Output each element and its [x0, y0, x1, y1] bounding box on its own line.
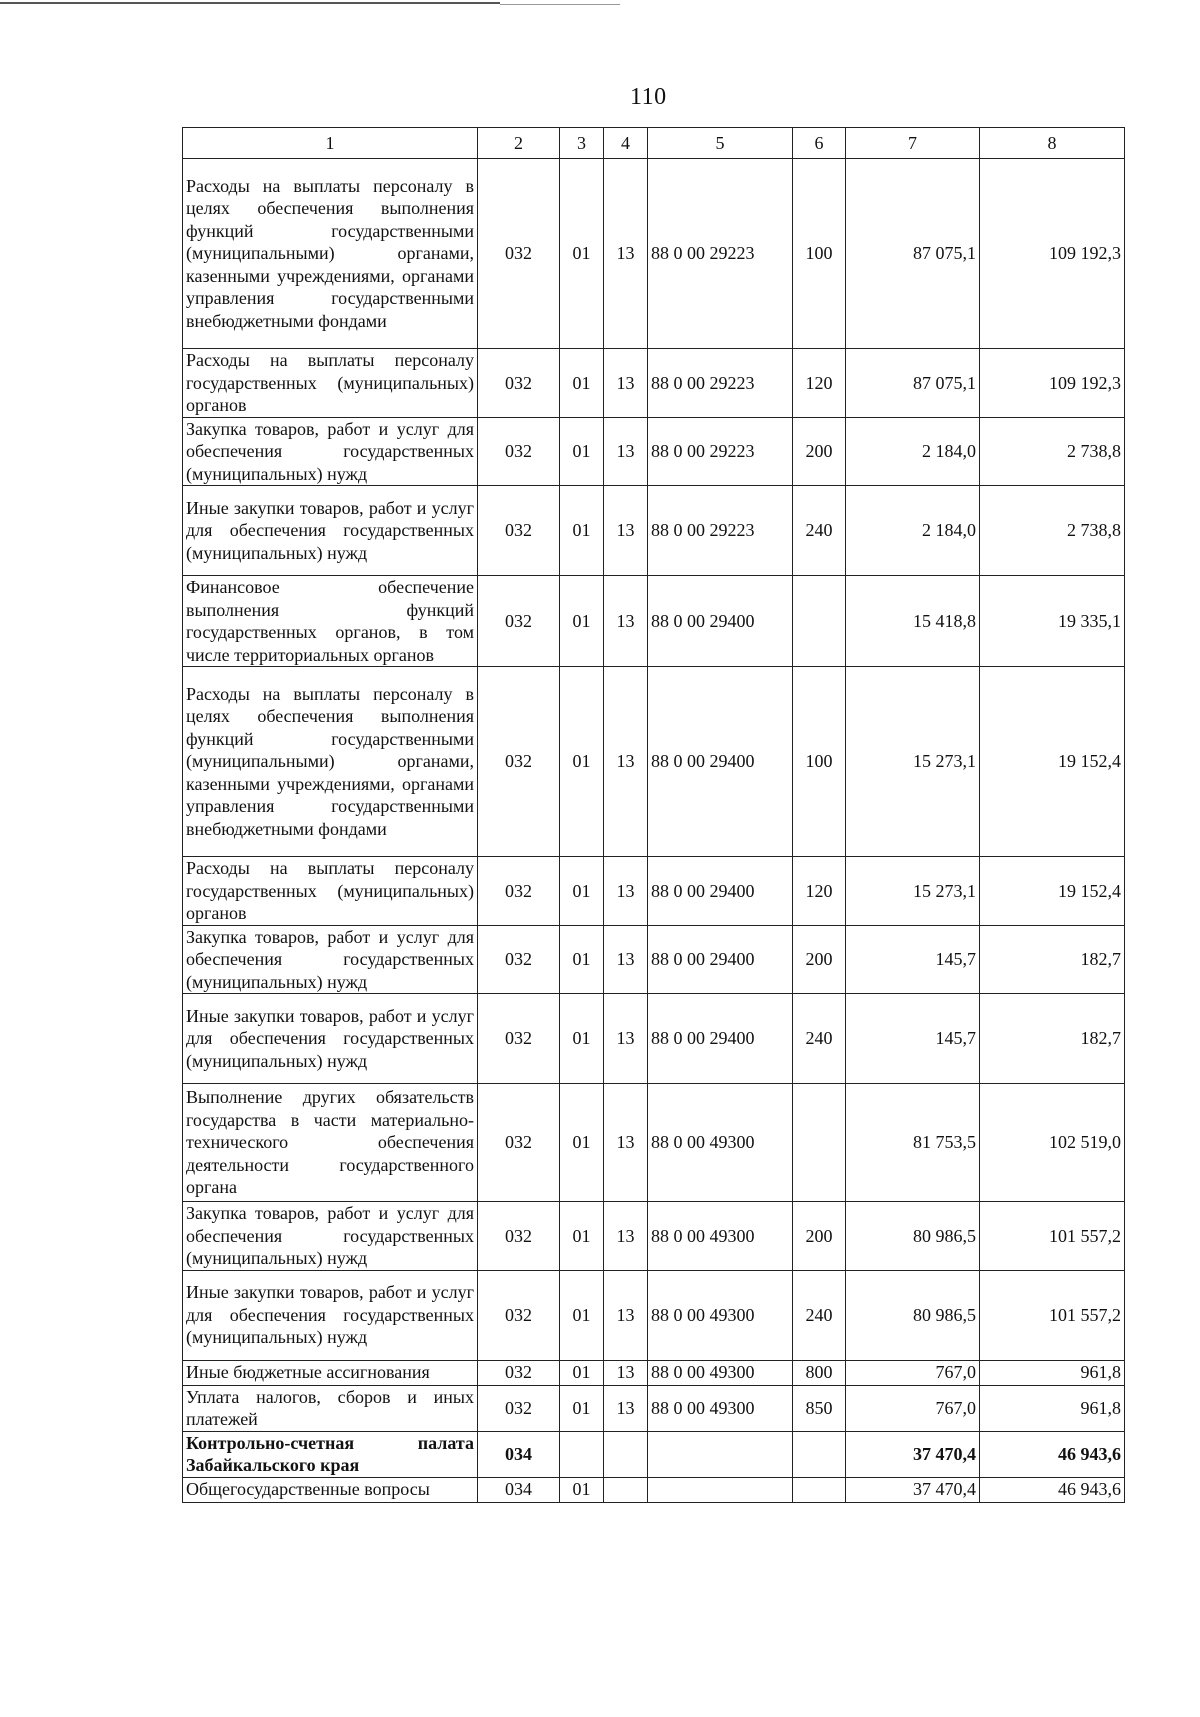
cell-amount-year-2: 2 738,8 — [980, 417, 1125, 486]
cell-amount-year-1: 37 470,4 — [846, 1431, 980, 1477]
column-header: 3 — [560, 128, 604, 159]
row-description: Иные закупки товаров, работ и услуг для обеспечения государственных (муниципальных) нужд — [183, 1270, 478, 1360]
cell-ministry-code: 032 — [478, 994, 560, 1084]
cell-ministry-code: 032 — [478, 486, 560, 576]
row-description: Расходы на выплаты персоналу государственных (муниципальных) органов — [183, 857, 478, 926]
column-header: 5 — [648, 128, 793, 159]
cell-expense-type — [793, 576, 846, 667]
cell-amount-year-2: 961,8 — [980, 1385, 1125, 1431]
cell-expense-type: 200 — [793, 417, 846, 486]
cell-expense-type: 200 — [793, 925, 846, 994]
cell-expense-type: 120 — [793, 349, 846, 418]
cell-section: 01 — [560, 925, 604, 994]
row-description: Закупка товаров, работ и услуг для обеспечения государственных (муниципальных) нужд — [183, 1202, 478, 1271]
cell-subsection: 13 — [604, 1270, 648, 1360]
cell-expense-type — [793, 1084, 846, 1202]
cell-expense-type: 240 — [793, 1270, 846, 1360]
row-description: Расходы на выплаты персоналу государственных (муниципальных) органов — [183, 349, 478, 418]
table-row — [183, 1385, 1125, 1431]
cell-ministry-code: 032 — [478, 349, 560, 418]
cell-target-article: 88 0 00 29400 — [648, 576, 793, 667]
cell-target-article: 88 0 00 49300 — [648, 1084, 793, 1202]
cell-amount-year-2: 46 943,6 — [980, 1477, 1125, 1502]
cell-subsection: 13 — [604, 925, 648, 994]
cell-target-article: 88 0 00 29223 — [648, 349, 793, 418]
cell-expense-type: 800 — [793, 1360, 846, 1385]
table-row — [183, 667, 1125, 857]
cell-target-article: 88 0 00 29400 — [648, 667, 793, 857]
cell-subsection: 13 — [604, 994, 648, 1084]
table-row — [183, 576, 1125, 667]
cell-amount-year-2: 19 152,4 — [980, 667, 1125, 857]
cell-amount-year-2: 961,8 — [980, 1360, 1125, 1385]
cell-target-article: 88 0 00 29223 — [648, 486, 793, 576]
cell-amount-year-1: 87 075,1 — [846, 159, 980, 349]
cell-section: 01 — [560, 349, 604, 418]
row-description: Расходы на выплаты персоналу в целях обеспечения выполнения функций государственными (муниципальными) органами, казенными учреждениями, органами управления государственными внебюджетными фондами — [183, 159, 478, 349]
cell-subsection: 13 — [604, 1202, 648, 1271]
cell-target-article: 88 0 00 29223 — [648, 159, 793, 349]
table-row — [183, 1202, 1125, 1271]
cell-amount-year-1: 80 986,5 — [846, 1202, 980, 1271]
cell-amount-year-2: 109 192,3 — [980, 349, 1125, 418]
cell-section: 01 — [560, 994, 604, 1084]
scan-artifact-line — [500, 4, 620, 5]
cell-expense-type: 240 — [793, 486, 846, 576]
cell-section: 01 — [560, 486, 604, 576]
cell-section: 01 — [560, 417, 604, 486]
table-row — [183, 1477, 1125, 1502]
cell-amount-year-1: 87 075,1 — [846, 349, 980, 418]
cell-subsection: 13 — [604, 857, 648, 926]
cell-expense-type: 200 — [793, 1202, 846, 1271]
cell-ministry-code: 032 — [478, 1270, 560, 1360]
cell-subsection: 13 — [604, 486, 648, 576]
cell-target-article — [648, 1431, 793, 1477]
cell-section: 01 — [560, 1084, 604, 1202]
cell-ministry-code: 032 — [478, 1385, 560, 1431]
cell-target-article: 88 0 00 49300 — [648, 1385, 793, 1431]
cell-expense-type: 240 — [793, 994, 846, 1084]
row-description: Выполнение других обязательств государства в части материально-технического обеспечения деятельности государственного органа — [183, 1084, 478, 1202]
row-description: Контрольно-счетная палата Забайкальского края — [183, 1431, 478, 1477]
table-row — [183, 1084, 1125, 1202]
row-description: Иные закупки товаров, работ и услуг для обеспечения государственных (муниципальных) нужд — [183, 994, 478, 1084]
cell-expense-type: 100 — [793, 667, 846, 857]
cell-ministry-code: 032 — [478, 667, 560, 857]
table-row — [183, 1431, 1125, 1477]
table-row — [183, 349, 1125, 418]
cell-ministry-code: 032 — [478, 1202, 560, 1271]
row-description: Иные закупки товаров, работ и услуг для обеспечения государственных (муниципальных) нужд — [183, 486, 478, 576]
cell-target-article: 88 0 00 49300 — [648, 1360, 793, 1385]
cell-section: 01 — [560, 1202, 604, 1271]
cell-subsection: 13 — [604, 159, 648, 349]
row-description: Закупка товаров, работ и услуг для обеспечения государственных (муниципальных) нужд — [183, 417, 478, 486]
cell-amount-year-1: 81 753,5 — [846, 1084, 980, 1202]
budget-table — [182, 127, 1125, 1503]
cell-target-article: 88 0 00 29400 — [648, 994, 793, 1084]
cell-expense-type: 120 — [793, 857, 846, 926]
row-description: Расходы на выплаты персоналу в целях обеспечения выполнения функций государственными (муниципальными) органами, казенными учреждениями, органами управления государственными внебюджетными фондами — [183, 667, 478, 857]
cell-target-article: 88 0 00 49300 — [648, 1270, 793, 1360]
cell-ministry-code: 032 — [478, 1084, 560, 1202]
cell-amount-year-1: 145,7 — [846, 994, 980, 1084]
cell-amount-year-1: 37 470,4 — [846, 1477, 980, 1502]
cell-subsection: 13 — [604, 1360, 648, 1385]
table-row — [183, 1360, 1125, 1385]
cell-target-article: 88 0 00 29223 — [648, 417, 793, 486]
cell-amount-year-1: 15 273,1 — [846, 667, 980, 857]
cell-target-article: 88 0 00 29400 — [648, 857, 793, 926]
cell-amount-year-1: 767,0 — [846, 1360, 980, 1385]
cell-ministry-code: 032 — [478, 1360, 560, 1385]
cell-ministry-code: 034 — [478, 1477, 560, 1502]
cell-amount-year-1: 80 986,5 — [846, 1270, 980, 1360]
cell-target-article: 88 0 00 49300 — [648, 1202, 793, 1271]
cell-amount-year-2: 102 519,0 — [980, 1084, 1125, 1202]
row-description: Уплата налогов, сборов и иных платежей — [183, 1385, 478, 1431]
table-row — [183, 1270, 1125, 1360]
cell-amount-year-1: 2 184,0 — [846, 486, 980, 576]
cell-amount-year-2: 182,7 — [980, 925, 1125, 994]
row-description: Общегосударственные вопросы — [183, 1477, 478, 1502]
cell-ministry-code: 032 — [478, 925, 560, 994]
cell-subsection: 13 — [604, 417, 648, 486]
cell-target-article: 88 0 00 29400 — [648, 925, 793, 994]
cell-section: 01 — [560, 1270, 604, 1360]
cell-amount-year-1: 15 418,8 — [846, 576, 980, 667]
column-header: 7 — [846, 128, 980, 159]
cell-amount-year-2: 101 557,2 — [980, 1202, 1125, 1271]
column-header: 2 — [478, 128, 560, 159]
cell-ministry-code: 032 — [478, 417, 560, 486]
cell-amount-year-2: 2 738,8 — [980, 486, 1125, 576]
cell-section: 01 — [560, 857, 604, 926]
cell-subsection: 13 — [604, 1084, 648, 1202]
cell-amount-year-2: 19 152,4 — [980, 857, 1125, 926]
cell-target-article — [648, 1477, 793, 1502]
cell-amount-year-2: 19 335,1 — [980, 576, 1125, 667]
cell-ministry-code: 034 — [478, 1431, 560, 1477]
cell-amount-year-2: 182,7 — [980, 994, 1125, 1084]
cell-ministry-code: 032 — [478, 857, 560, 926]
cell-subsection — [604, 1477, 648, 1502]
cell-amount-year-1: 767,0 — [846, 1385, 980, 1431]
cell-expense-type — [793, 1431, 846, 1477]
cell-section: 01 — [560, 576, 604, 667]
table-row — [183, 159, 1125, 349]
page-number: 110 — [630, 84, 667, 110]
scan-artifact-line — [0, 2, 500, 4]
table-row — [183, 857, 1125, 926]
cell-amount-year-1: 145,7 — [846, 925, 980, 994]
row-description: Закупка товаров, работ и услуг для обеспечения государственных (муниципальных) нужд — [183, 925, 478, 994]
cell-expense-type — [793, 1477, 846, 1502]
cell-section: 01 — [560, 159, 604, 349]
cell-ministry-code: 032 — [478, 159, 560, 349]
cell-expense-type: 100 — [793, 159, 846, 349]
cell-amount-year-1: 15 273,1 — [846, 857, 980, 926]
cell-section: 01 — [560, 1477, 604, 1502]
cell-amount-year-1: 2 184,0 — [846, 417, 980, 486]
table-row — [183, 925, 1125, 994]
cell-amount-year-2: 46 943,6 — [980, 1431, 1125, 1477]
cell-section: 01 — [560, 1385, 604, 1431]
cell-subsection: 13 — [604, 576, 648, 667]
cell-ministry-code: 032 — [478, 576, 560, 667]
cell-section: 01 — [560, 667, 604, 857]
column-header: 1 — [183, 128, 478, 159]
table-header-row — [183, 128, 1125, 159]
cell-subsection — [604, 1431, 648, 1477]
table-row — [183, 994, 1125, 1084]
cell-amount-year-2: 109 192,3 — [980, 159, 1125, 349]
cell-subsection: 13 — [604, 349, 648, 418]
cell-expense-type: 850 — [793, 1385, 846, 1431]
column-header: 4 — [604, 128, 648, 159]
cell-section — [560, 1431, 604, 1477]
table-row — [183, 417, 1125, 486]
column-header: 8 — [980, 128, 1125, 159]
table-row — [183, 486, 1125, 576]
cell-section: 01 — [560, 1360, 604, 1385]
column-header: 6 — [793, 128, 846, 159]
row-description: Иные бюджетные ассигнования — [183, 1360, 478, 1385]
cell-subsection: 13 — [604, 1385, 648, 1431]
cell-amount-year-2: 101 557,2 — [980, 1270, 1125, 1360]
row-description: Финансовое обеспечение выполнения функций государственных органов, в том числе территориальных органов — [183, 576, 478, 667]
cell-subsection: 13 — [604, 667, 648, 857]
